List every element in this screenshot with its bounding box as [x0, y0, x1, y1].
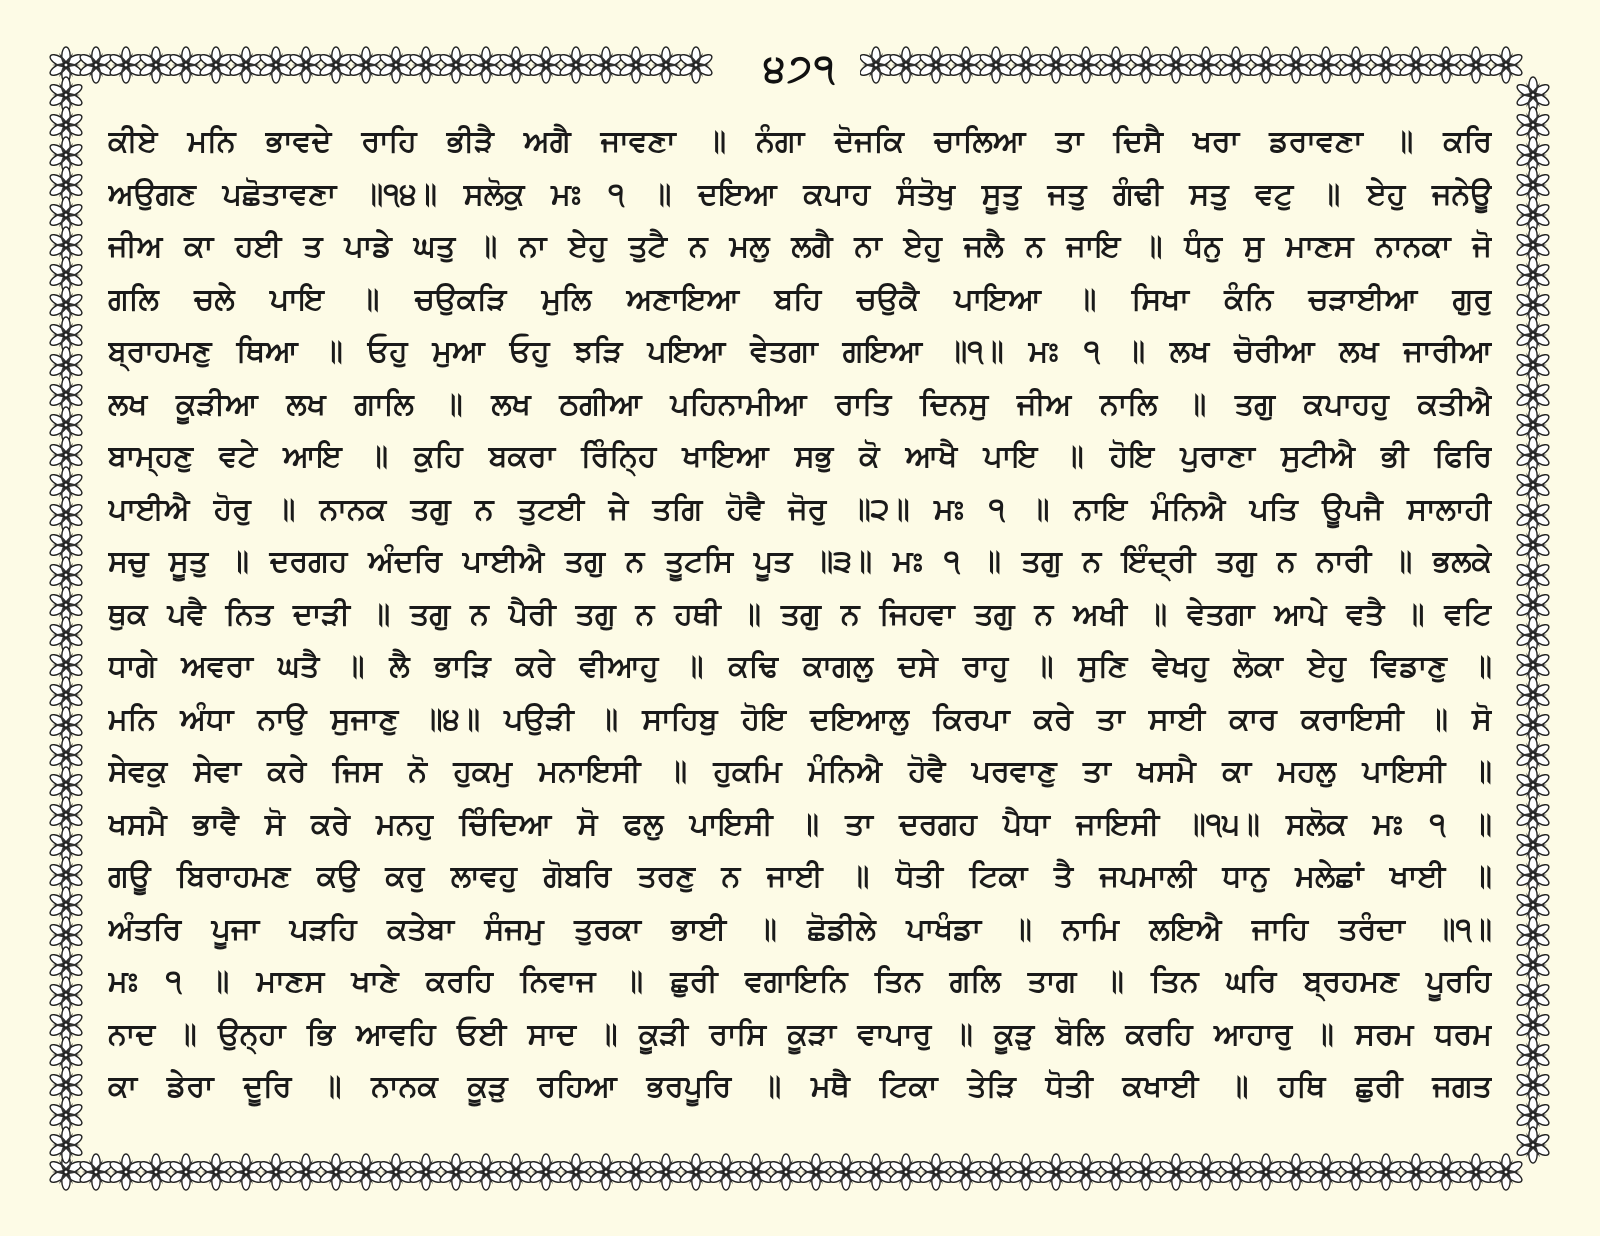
- flower-icon: [768, 1154, 803, 1190]
- flower-icon: [138, 47, 173, 83]
- flower-icon: [138, 1154, 173, 1190]
- flower-icon: [1218, 1154, 1253, 1190]
- flower-icon: [108, 1154, 143, 1190]
- flower-icon: [378, 1154, 413, 1190]
- flower-icon: [618, 1154, 653, 1190]
- flower-icon: [288, 47, 323, 83]
- flower-icon: [1248, 1154, 1283, 1190]
- flower-icon: [1068, 47, 1103, 83]
- flower-icon: [1008, 47, 1043, 83]
- flower-icon: [1338, 1154, 1373, 1190]
- flower-icon: [1278, 47, 1313, 83]
- flower-icon: [1308, 1154, 1343, 1190]
- flower-icon: [648, 1154, 683, 1190]
- flower-icon: [228, 1154, 263, 1190]
- flower-icon: [1098, 47, 1133, 83]
- flower-icon: [1515, 1127, 1550, 1163]
- text-line: ਥੁਕ ਪਵੈ ਨਿਤ ਦਾੜੀ ॥ ਤਗੁ ਨ ਪੈਰੀ ਤਗੁ ਨ ਹਥੀ ॥ ਤਗੁ ਨ ਜਿਹਵਾ ਤਗੁ ਨ ਅਖੀ ॥ ਵੇਤਗਾ ਆਪੇ ਵਤੈ ॥ ਵਟਿ: [108, 596, 1492, 632]
- flower-icon: [1218, 47, 1253, 83]
- flower-icon: [948, 47, 983, 83]
- flower-icon: [438, 47, 473, 83]
- flower-icon: [678, 1154, 713, 1190]
- flower-icon: [378, 47, 413, 83]
- flower-icon: [1488, 47, 1523, 83]
- flower-icon: [1008, 1154, 1043, 1190]
- flower-icon: [528, 47, 563, 83]
- flower-icon: [198, 1154, 233, 1190]
- flower-icon: [948, 1154, 983, 1190]
- flower-icon: [798, 1154, 833, 1190]
- flower-icon: [1308, 47, 1343, 83]
- flower-icon: [48, 1127, 83, 1163]
- flower-icon: [1278, 1154, 1313, 1190]
- flower-icon: [1098, 1154, 1133, 1190]
- text-line: ਅੰਤਰਿ ਪੂਜਾ ਪੜਹਿ ਕਤੇਬਾ ਸੰਜਮੁ ਤੁਰਕਾ ਭਾਈ ॥ ਛੋਡੀਲੇ ਪਾਖੰਡਾ ॥ ਨਾਮਿ ਲਇਐ ਜਾਹਿ ਤਰੰਦਾ ॥੧॥: [108, 911, 1492, 947]
- flower-icon: [1068, 1154, 1103, 1190]
- text-line: ਮਃ ੧ ॥ ਮਾਣਸ ਖਾਣੇ ਕਰਹਿ ਨਿਵਾਜ ॥ ਛੁਰੀ ਵਗਾਇਨਿ ਤਿਨ ਗਲਿ ਤਾਗ ॥ ਤਿਨ ਘਰਿ ਬ੍ਰਹਮਣ ਪੂਰਹਿ: [108, 964, 1492, 999]
- text-line: ਨਾਦ ॥ ਉਨ੍ਹਾ ਭਿ ਆਵਹਿ ਓਈ ਸਾਦ ॥ ਕੂੜੀ ਰਾਸਿ ਕੂੜਾ ਵਾਪਾਰੁ ॥ ਕੂੜੁ ਬੋਲਿ ਕਰਹਿ ਆਹਾਰੁ ॥ ਸਰਮ ਧਰਮ: [108, 1016, 1492, 1052]
- flower-icon: [1038, 1154, 1073, 1190]
- flower-icon: [678, 47, 713, 83]
- flower-icon: [858, 47, 893, 83]
- flower-icon: [468, 1154, 503, 1190]
- text-line: ਕੀਏ ਮਨਿ ਭਾਵਦੇ ਰਾਹਿ ਭੀੜੈ ਅਗੈ ਜਾਵਣਾ ॥ ਨੰਗਾ ਦੋਜਕਿ ਚਾਲਿਆ ਤਾ ਦਿਸੈ ਖਰਾ ਡਰਾਵਣਾ ॥ ਕਰਿ: [108, 124, 1492, 159]
- flower-icon: [348, 1154, 383, 1190]
- flower-icon: [348, 47, 383, 83]
- flower-icon: [498, 1154, 533, 1190]
- flower-icon: [408, 47, 443, 83]
- text-line: ਸਚੁ ਸੂਤੁ ॥ ਦਰਗਹ ਅੰਦਰਿ ਪਾਈਐ ਤਗੁ ਨ ਤੂਟਸਿ ਪੂਤ ॥੩॥ ਮਃ ੧ ॥ ਤਗੁ ਨ ਇੰਦ੍ਰੀ ਤਗੁ ਨ ਨਾਰੀ ॥ ਭਲਕੇ: [108, 544, 1492, 579]
- flower-icon: [1038, 47, 1073, 83]
- flower-icon: [1428, 1154, 1463, 1190]
- flower-icon: [618, 47, 653, 83]
- flower-icon: [1428, 47, 1463, 83]
- text-line: ਗਲਿ ਚਲੇ ਪਾਇ ॥ ਚਉਕੜਿ ਮੁਲਿ ਅਣਾਇਆ ਬਹਿ ਚਉਕੈ ਪਾਇਆ ॥ ਸਿਖਾ ਕੰਨਿ ਚੜਾਈਆ ਗੁਰੁ: [108, 281, 1492, 317]
- flower-icon: [558, 1154, 593, 1190]
- flower-icon: [1158, 1154, 1193, 1190]
- flower-icon: [978, 47, 1013, 83]
- flower-icon: [888, 47, 923, 83]
- text-line: ਬਾਮ੍ਹਣੁ ਵਟੇ ਆਇ ॥ ਕੁਹਿ ਬਕਰਾ ਰਿੰਨ੍ਹਿ ਖਾਇਆ ਸਭੁ ਕੋ ਆਖੈ ਪਾਇ ॥ ਹੋਇ ਪੁਰਾਣਾ ਸੁਟੀਐ ਭੀ ਫਿਰਿ: [108, 439, 1492, 474]
- flower-icon: [1338, 47, 1373, 83]
- flower-icon: [438, 1154, 473, 1190]
- flower-icon: [1368, 47, 1403, 83]
- flower-icon: [468, 47, 503, 83]
- page-number: ੪੭੧: [740, 40, 860, 96]
- flower-icon: [858, 1154, 893, 1190]
- flower-icon: [168, 47, 203, 83]
- flower-icon: [168, 1154, 203, 1190]
- flower-icon: [318, 1154, 353, 1190]
- text-line: ਅਉਗਣ ਪਛੋਤਾਵਣਾ ॥੧੪॥ ਸਲੋਕੁ ਮਃ ੧ ॥ ਦਇਆ ਕਪਾਹ ਸੰਤੋਖੁ ਸੂਤੁ ਜਤੁ ਗੰਢੀ ਸਤੁ ਵਟੁ ॥ ਏਹੁ ਜਨੇਊ: [108, 176, 1492, 212]
- flower-icon: [1368, 1154, 1403, 1190]
- flower-icon: [1128, 1154, 1163, 1190]
- flower-icon: [1248, 47, 1283, 83]
- text-line: ਮਨਿ ਅੰਧਾ ਨਾਉ ਸੁਜਾਣੁ ॥੪॥ ਪਉੜੀ ॥ ਸਾਹਿਬੁ ਹੋਇ ਦਇਆਲੁ ਕਿਰਪਾ ਕਰੇ ਤਾ ਸਾਈ ਕਾਰ ਕਰਾਇਸੀ ॥ ਸੋ: [108, 701, 1492, 737]
- flower-icon: [258, 47, 293, 83]
- flower-icon: [828, 1154, 863, 1190]
- flower-icon: [78, 1154, 113, 1190]
- flower-icon: [78, 47, 113, 83]
- text-line: ਖਸਮੈ ਭਾਵੈ ਸੋ ਕਰੇ ਮਨਹੁ ਚਿੰਦਿਆ ਸੋ ਫਲੁ ਪਾਇਸੀ ॥ ਤਾ ਦਰਗਹ ਪੈਧਾ ਜਾਇਸੀ ॥੧੫॥ ਸਲੋਕ ਮਃ ੧ ॥: [108, 806, 1492, 842]
- text-line: ਪਾਈਐ ਹੋਰੁ ॥ ਨਾਨਕ ਤਗੁ ਨ ਤੁਟਈ ਜੇ ਤਗਿ ਹੋਵੈ ਜੋਰੁ ॥੨॥ ਮਃ ੧ ॥ ਨਾਇ ਮੰਨਿਐ ਪਤਿ ਊਪਜੈ ਸਾਲਾਹੀ: [108, 491, 1492, 527]
- flower-icon: [1158, 47, 1193, 83]
- flower-icon: [978, 1154, 1013, 1190]
- flower-icon: [738, 1154, 773, 1190]
- flower-icon: [408, 1154, 443, 1190]
- flower-icon: [288, 1154, 323, 1190]
- flower-icon: [1128, 47, 1163, 83]
- text-line: ਲਖ ਕੂੜੀਆ ਲਖ ਗਾਲਿ ॥ ਲਖ ਠਗੀਆ ਪਹਿਨਾਮੀਆ ਰਾਤਿ ਦਿਨਸੁ ਜੀਅ ਨਾਲਿ ॥ ਤਗੁ ਕਪਾਹਹੁ ਕਤੀਐ: [108, 386, 1492, 422]
- flower-icon: [228, 47, 263, 83]
- flower-icon: [588, 47, 623, 83]
- flower-icon: [318, 47, 353, 83]
- flower-icon: [1398, 1154, 1433, 1190]
- flower-icon: [108, 47, 143, 83]
- flower-icon: [588, 1154, 623, 1190]
- flower-icon: [1488, 1154, 1523, 1190]
- flower-icon: [1188, 1154, 1223, 1190]
- flower-icon: [918, 1154, 953, 1190]
- flower-icon: [558, 47, 593, 83]
- text-line: ਸੇਵਕੁ ਸੇਵਾ ਕਰੇ ਜਿਸ ਨੋ ਹੁਕਮੁ ਮਨਾਇਸੀ ॥ ਹੁਕਮਿ ਮੰਨਿਐ ਹੋਵੈ ਪਰਵਾਣੁ ਤਾ ਖਸਮੈ ਕਾ ਮਹਲੁ ਪਾਇਸੀ ॥: [108, 754, 1492, 789]
- flower-icon: [498, 47, 533, 83]
- flower-icon: [258, 1154, 293, 1190]
- gurbani-text: [108, 116, 1492, 1116]
- flower-icon: [1188, 47, 1223, 83]
- text-line: ਧਾਗੇ ਅਵਰਾ ਘਤੈ ॥ ਲੈ ਭਾੜਿ ਕਰੇ ਵੀਆਹੁ ॥ ਕਢਿ ਕਾਗਲੁ ਦਸੇ ਰਾਹੁ ॥ ਸੁਣਿ ਵੇਖਹੁ ਲੋਕਾ ਏਹੁ ਵਿਡਾਣੁ ॥: [108, 649, 1492, 684]
- flower-icon: [708, 1154, 743, 1190]
- flower-icon: [528, 1154, 563, 1190]
- text-line: ਜੀਅ ਕਾ ਹਈ ਤ ਪਾਡੇ ਘਤੁ ॥ ਨਾ ਏਹੁ ਤੁਟੈ ਨ ਮਲੁ ਲਗੈ ਨਾ ਏਹੁ ਜਲੈ ਨ ਜਾਇ ॥ ਧੰਨੁ ਸੁ ਮਾਣਸ ਨਾਨਕਾ ਜੋ: [108, 229, 1492, 264]
- flower-icon: [198, 47, 233, 83]
- flower-icon: [918, 47, 953, 83]
- text-line: ਬ੍ਰਾਹਮਣੁ ਥਿਆ ॥ ਓਹੁ ਮੁਆ ਓਹੁ ਝੜਿ ਪਇਆ ਵੇਤਗਾ ਗਇਆ ॥੧॥ ਮਃ ੧ ॥ ਲਖ ਚੋਰੀਆ ਲਖ ਜਾਰੀਆ: [108, 334, 1492, 369]
- text-line: ਗਊ ਬਿਰਾਹਮਣ ਕਉ ਕਰੁ ਲਾਵਹੁ ਗੋਬਰਿ ਤਰਣੁ ਨ ਜਾਈ ॥ ਧੋਤੀ ਟਿਕਾ ਤੈ ਜਪਮਾਲੀ ਧਾਨੁ ਮਲੇਛਾਂ ਖਾਈ ॥: [108, 859, 1492, 894]
- flower-icon: [1458, 1154, 1493, 1190]
- flower-icon: [648, 47, 683, 83]
- flower-icon: [888, 1154, 923, 1190]
- flower-icon: [1398, 47, 1433, 83]
- flower-icon: [1458, 47, 1493, 83]
- text-line: ਕਾ ਡੇਰਾ ਦੂਰਿ ॥ ਨਾਨਕ ਕੂੜੁ ਰਹਿਆ ਭਰਪੂਰਿ ॥ ਮਥੈ ਟਿਕਾ ਤੇੜਿ ਧੋਤੀ ਕਖਾਈ ॥ ਹਥਿ ਛੁਰੀ ਜਗਤ: [108, 1069, 1492, 1104]
